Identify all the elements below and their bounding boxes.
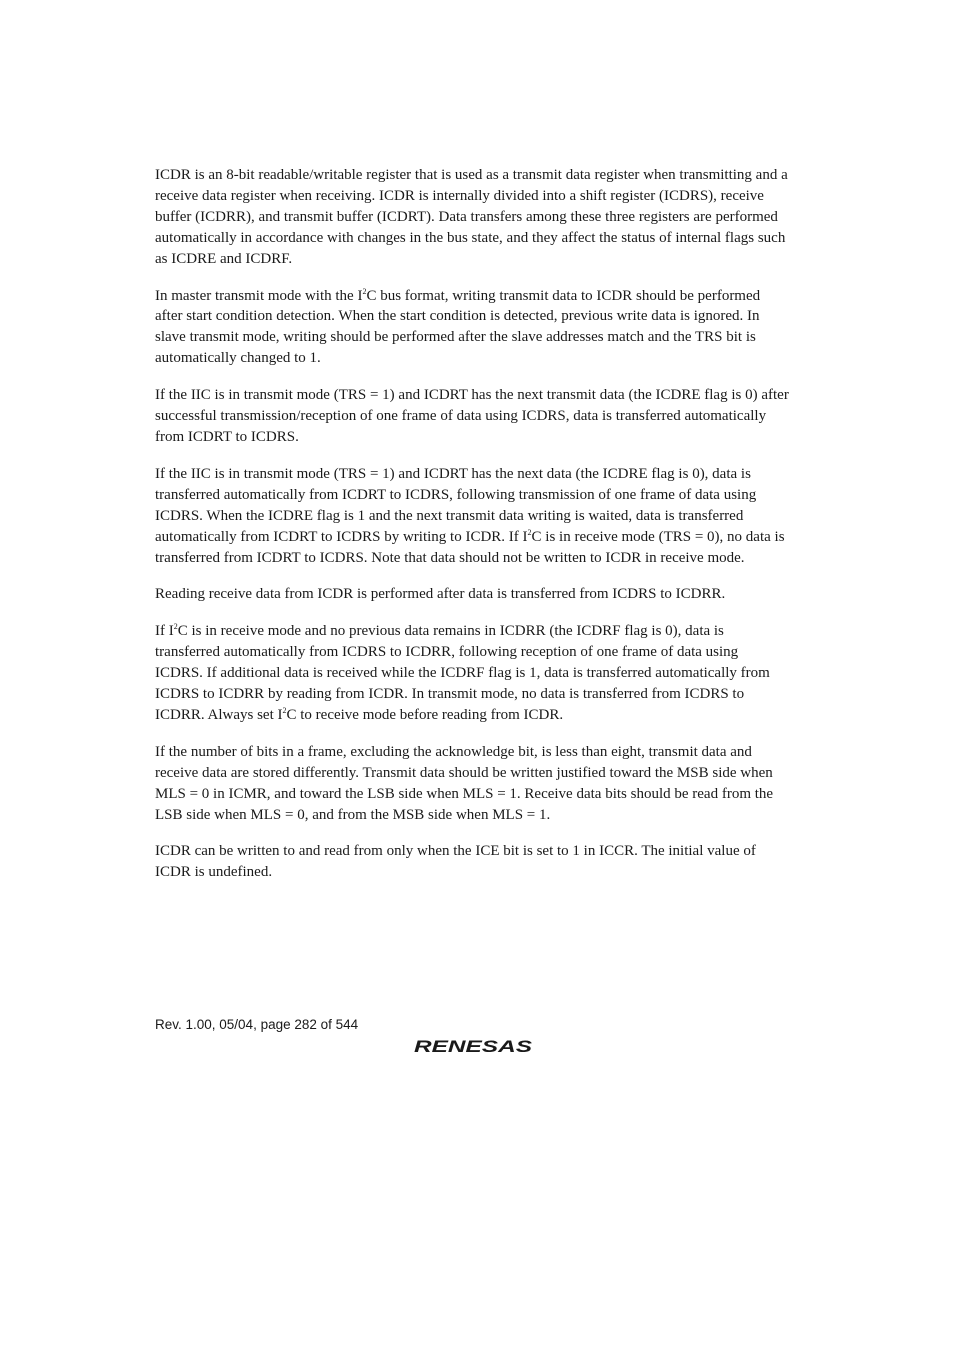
paragraph-8: ICDR can be written to and read from only when the ICE bit is set to 1 in ICCR. The initial value of ICDR is undefined. bbox=[155, 843, 756, 881]
renesas-logo bbox=[412, 1036, 536, 1056]
paragraph-5: Reading receive data from ICDR is performed after data is transferred from ICDRS to ICDRR. bbox=[155, 586, 726, 603]
paragraph-1: ICDR is an 8-bit readable/writable register that is used as a transmit data register when transmitting and a receive data register when receiving. ICDR is internally divided into a shift register (ICDRS), receive buffer (ICDRR), and transmit buffer (ICDRT). Data transfers among these three registers are performed automatically in accordance with changes in the bus state, and they affect the status of internal flags such as ICDRE and ICDRF. bbox=[155, 167, 788, 267]
superscript: 2 bbox=[173, 622, 178, 632]
paragraph-4: If the IIC is in transmit mode (TRS = 1) and ICDRT has the next data (the ICDRE flag is 0), data is transferred automatically from ICDRT to ICDRS, following transmission of one frame of data using ICDRS. When the ICDRE flag is 1 and the next transmit data writing is waited, data is transferred automatically from ICDRT to ICDRS by writing to ICDR. If $I^2C$ is in receive mode (TRS = 0), no data is transferred from ICDRT to ICDRS. Note that data should not be written to ICDR in receive mode. bbox=[155, 465, 785, 566]
paragraph-3: If the IIC is in transmit mode (TRS = 1) and ICDRT has the next transmit data (the ICDRE flag is 0) after successful transmission/reception of one frame of data using ICDRS, data is transferred automatically from ICDRT to ICDRS. bbox=[155, 387, 789, 445]
body-text bbox=[155, 165, 789, 899]
paragraph-7: If the number of bits in a frame, excluding the acknowledge bit, is less than eight, transmit data and receive data are stored differently. Transmit data should be written justified toward the MSB side when MLS = 0 in ICMR, and toward the LSB side when MLS = 1. Receive data bits should be read from the LSB side when MLS = 0, and from the MSB side when MLS = 1. bbox=[155, 743, 774, 823]
superscript: 2 bbox=[282, 705, 287, 715]
superscript: 2 bbox=[362, 286, 367, 296]
paragraph-2: In master transmit mode with the $I^2C$ bus format, writing transmit data to ICDR should be performed after start condition detection. When the start condition is detected, previous write data is ignored. In slave transmit mode, writing should be performed after the slave addresses match and the TRS bit is automatically changed to 1. bbox=[155, 286, 761, 367]
superscript: 2 bbox=[527, 527, 532, 537]
logo-text: RENESAS bbox=[414, 1037, 533, 1056]
page-footer-revision: Rev. 1.00, 05/04, page 282 of 544 bbox=[155, 1017, 359, 1032]
paragraph-6: If $I^2C$ is in receive mode and no previous data remains in ICDRR (the ICDRF flag is 0), data is transferred automatically from ICDRS to ICDRR, following reception of one frame of data using ICDRS. If additional data is received while the ICDRF flag is 1, data is transferred automatically from ICDRS to ICDRR by reading from ICDR. In transmit mode, no data is transferred from ICDRS to ICDRR. Always set $I^2C$ to receive mode before reading from ICDR. bbox=[155, 622, 770, 723]
